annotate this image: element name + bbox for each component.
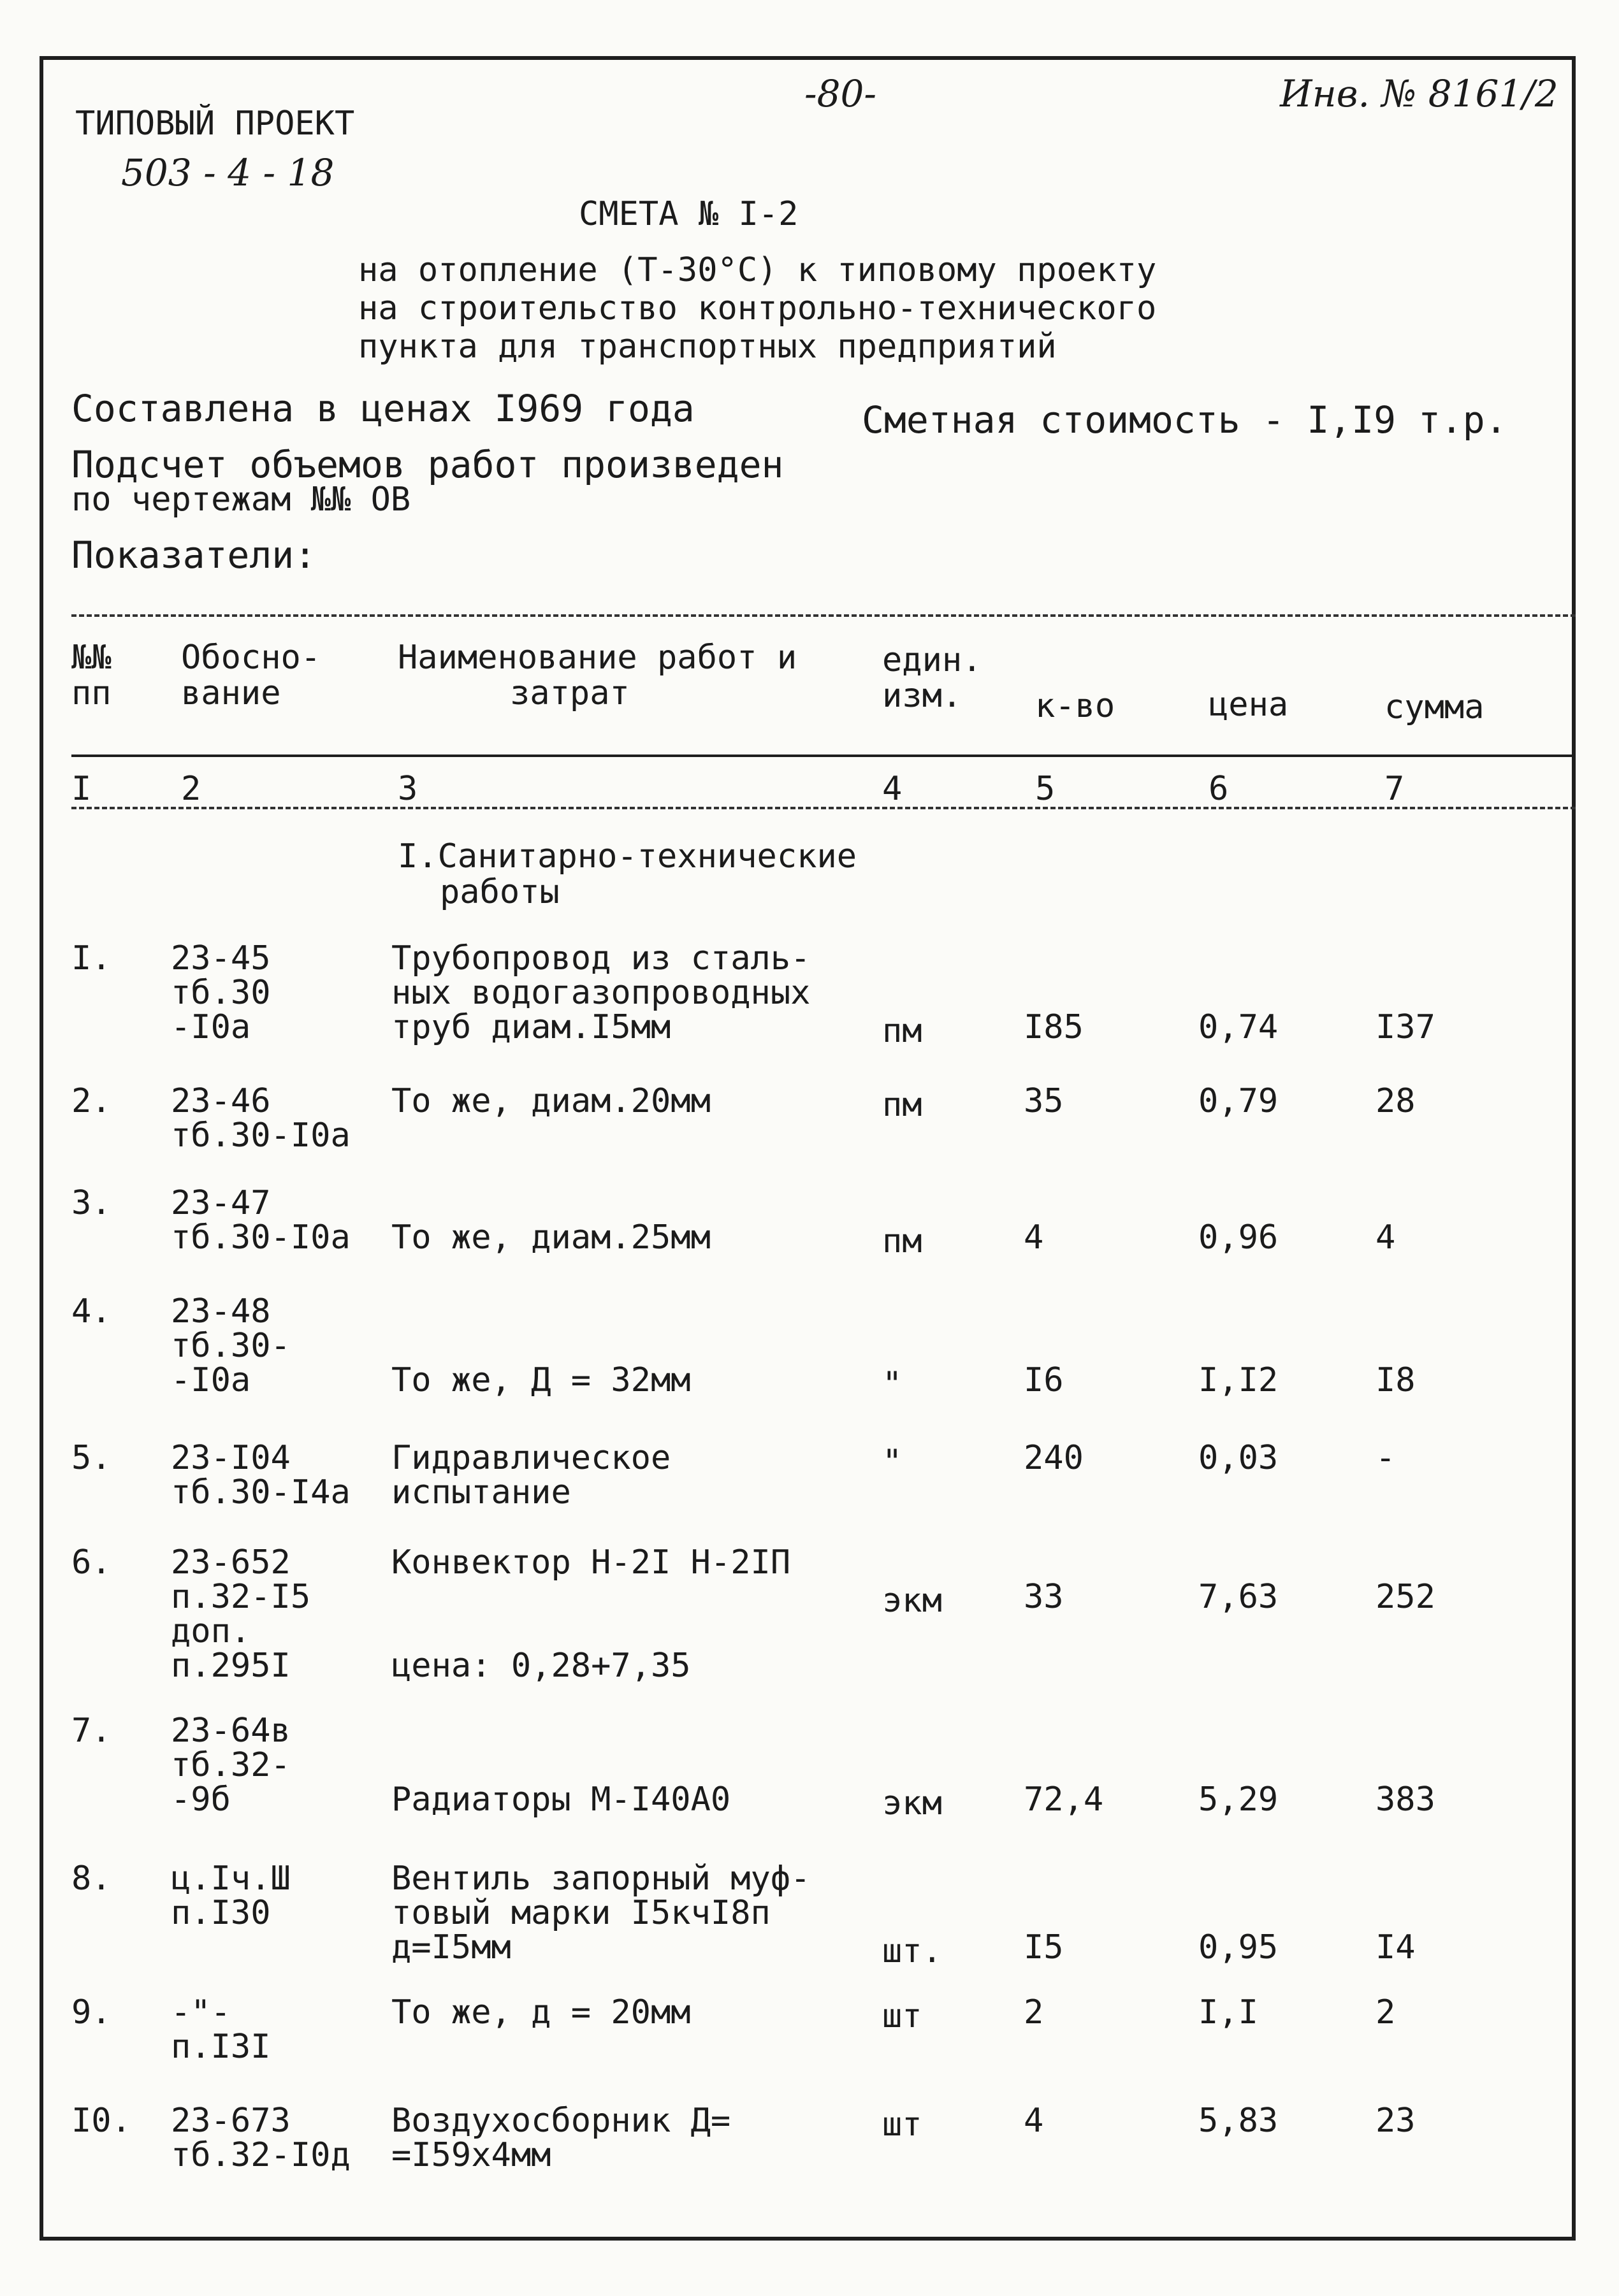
header-qty: к-во: [1035, 687, 1115, 725]
section-title-2: работы: [440, 873, 560, 911]
row-basis: тб.30-: [171, 1327, 291, 1365]
row-basis: доп.: [171, 1612, 251, 1650]
row-number: 6.: [71, 1543, 112, 1582]
row-name: товый марки I5кчI8п: [391, 1894, 771, 1932]
title-line-2: на строительство контрольно-технического: [358, 289, 1157, 328]
header-unit-2: изм.: [882, 677, 962, 715]
row-quantity: 240: [1024, 1439, 1084, 1477]
row-name: цена: 0,28+7,35: [391, 1647, 691, 1685]
row-name: =I59х4мм: [391, 2136, 551, 2174]
row-basis: -I0а: [171, 1008, 251, 1046]
header-num-1: №№: [71, 639, 112, 677]
row-unit: шт: [882, 1997, 922, 2035]
row-number: 7.: [71, 1712, 112, 1750]
header-num-2: пп: [71, 674, 112, 712]
row-basis: 23-45: [171, 939, 271, 978]
row-basis: 23-64в: [171, 1712, 291, 1750]
row-quantity: I85: [1024, 1008, 1084, 1046]
row-sum: I4: [1376, 1928, 1416, 1967]
colnum-7: 7: [1384, 770, 1405, 808]
row-basis: 23-48: [171, 1292, 271, 1331]
row-sum: I37: [1376, 1008, 1435, 1046]
row-number: 2.: [71, 1082, 112, 1120]
row-name: Воздухосборник Д=: [391, 2102, 731, 2140]
row-basis: тб.30-I0а: [171, 1218, 351, 1257]
header-sum: сумма: [1384, 688, 1485, 726]
row-number: 3.: [71, 1184, 112, 1222]
row-price: 5,83: [1198, 2102, 1279, 2140]
row-quantity: 72,4: [1024, 1780, 1104, 1819]
calc-note-1: Подсчет объемов работ произведен: [71, 443, 784, 486]
row-basis: -9б: [171, 1780, 231, 1819]
row-number: 9.: [71, 1993, 112, 2032]
row-unit: ": [882, 1365, 903, 1403]
row-sum: 23: [1376, 2102, 1416, 2140]
colnum-6: 6: [1209, 770, 1229, 808]
colnum-4: 4: [882, 770, 903, 808]
indicators-label: Показатели:: [71, 533, 317, 577]
row-sum: 2: [1376, 1993, 1396, 2032]
row-basis: п.32-I5: [171, 1578, 311, 1616]
prices-note: Составлена в ценах I969 года: [71, 387, 695, 430]
row-basis: тб.30-I4а: [171, 1473, 351, 1512]
row-basis: ц.Iч.Ш: [171, 1859, 291, 1898]
row-price: 5,29: [1198, 1780, 1279, 1819]
row-basis: п.295I: [171, 1647, 291, 1685]
row-name: То же, диам.20мм: [391, 1082, 711, 1120]
row-name: То же, диам.25мм: [391, 1218, 711, 1257]
row-sum: 28: [1376, 1082, 1416, 1120]
row-sum: 252: [1376, 1578, 1435, 1616]
header-unit-1: един.: [882, 641, 982, 679]
row-basis: -"-: [171, 1993, 231, 2032]
row-unit: пм: [882, 1086, 922, 1124]
row-name: труб диам.I5мм: [391, 1008, 671, 1046]
row-price: 0,96: [1198, 1218, 1279, 1257]
row-name: ных водогазопроводных: [391, 974, 811, 1012]
row-unit: ": [882, 1443, 903, 1481]
row-unit: шт: [882, 2105, 922, 2144]
row-quantity: 35: [1024, 1082, 1064, 1120]
row-price: 0,79: [1198, 1082, 1279, 1120]
colnum-3: 3: [398, 770, 418, 808]
row-name: испытание: [391, 1473, 571, 1512]
col-number-rule: [71, 807, 1576, 809]
inventory-number: Инв. № 8161/2: [1280, 72, 1558, 115]
row-basis: 23-673: [171, 2102, 291, 2140]
row-name: д=I5мм: [391, 1928, 511, 1967]
row-number: 4.: [71, 1292, 112, 1331]
row-number: 5.: [71, 1439, 112, 1477]
project-label: ТИПОВЫЙ ПРОЕКТ: [75, 105, 355, 143]
row-sum: I8: [1376, 1361, 1416, 1399]
row-price: 7,63: [1198, 1578, 1279, 1616]
header-basis-2: вание: [181, 674, 281, 712]
header-name-1: Наименование работ и: [398, 639, 797, 677]
section-title-1: I.Санитарно-технические: [398, 837, 857, 876]
row-number: I0.: [71, 2102, 131, 2140]
row-name: Трубопровод из сталь-: [391, 939, 811, 978]
row-sum: -: [1376, 1439, 1396, 1477]
estimated-cost: Сметная стоимость - I,I9 т.р.: [862, 398, 1507, 442]
row-price: I,I2: [1198, 1361, 1279, 1399]
row-number: 8.: [71, 1859, 112, 1898]
table-top-rule: [71, 614, 1576, 617]
row-basis: п.I3I: [171, 2028, 271, 2066]
row-basis: -I0а: [171, 1361, 251, 1399]
title-line-1: на отопление (Т-30°C) к типовому проекту: [358, 251, 1157, 289]
row-basis: 23-I04: [171, 1439, 291, 1477]
row-basis: 23-652: [171, 1543, 291, 1582]
calc-note-2: по чертежам №№ ОВ: [71, 480, 411, 519]
row-quantity: I6: [1024, 1361, 1064, 1399]
row-price: I,I: [1198, 1993, 1258, 2032]
row-basis: тб.30: [171, 974, 271, 1012]
row-unit: экм: [882, 1582, 942, 1620]
row-name: Вентиль запорный муф-: [391, 1859, 811, 1898]
row-basis: п.I30: [171, 1894, 271, 1932]
row-unit: пм: [882, 1012, 922, 1050]
row-basis: тб.30-I0а: [171, 1116, 351, 1155]
colnum-1: I: [71, 770, 92, 808]
row-price: 0,74: [1198, 1008, 1279, 1046]
row-basis: тб.32-I0д: [171, 2136, 351, 2174]
row-quantity: 2: [1024, 1993, 1044, 2032]
row-name: Гидравлическое: [391, 1439, 671, 1477]
row-name: То же, д = 20мм: [391, 1993, 691, 2032]
row-quantity: 4: [1024, 1218, 1044, 1257]
row-unit: экм: [882, 1784, 942, 1823]
row-quantity: 4: [1024, 2102, 1044, 2140]
row-unit: пм: [882, 1222, 922, 1260]
row-basis: тб.32-: [171, 1746, 291, 1784]
row-basis: 23-46: [171, 1082, 271, 1120]
row-name: Конвектор Н-2I Н-2IП: [391, 1543, 791, 1582]
row-sum: 383: [1376, 1780, 1435, 1819]
row-unit: шт.: [882, 1932, 942, 1970]
row-name: Радиаторы М-I40А0: [391, 1780, 731, 1819]
row-price: 0,95: [1198, 1928, 1279, 1967]
row-price: 0,03: [1198, 1439, 1279, 1477]
header-bottom-rule: [71, 755, 1576, 757]
row-name: То же, Д = 32мм: [391, 1361, 691, 1399]
row-quantity: I5: [1024, 1928, 1064, 1967]
estimate-heading: СМЕТА № I-2: [579, 195, 799, 233]
project-number: 503 - 4 - 18: [121, 151, 335, 194]
row-basis: 23-47: [171, 1184, 271, 1222]
header-price: цена: [1209, 686, 1289, 724]
header-name-2: затрат: [510, 674, 630, 712]
row-number: I.: [71, 939, 112, 978]
row-sum: 4: [1376, 1218, 1396, 1257]
title-line-3: пункта для транспортных предприятий: [358, 328, 1057, 366]
colnum-2: 2: [181, 770, 201, 808]
page-number: -80-: [804, 72, 876, 115]
row-quantity: 33: [1024, 1578, 1064, 1616]
colnum-5: 5: [1035, 770, 1056, 808]
header-basis-1: Обосно-: [181, 639, 321, 677]
